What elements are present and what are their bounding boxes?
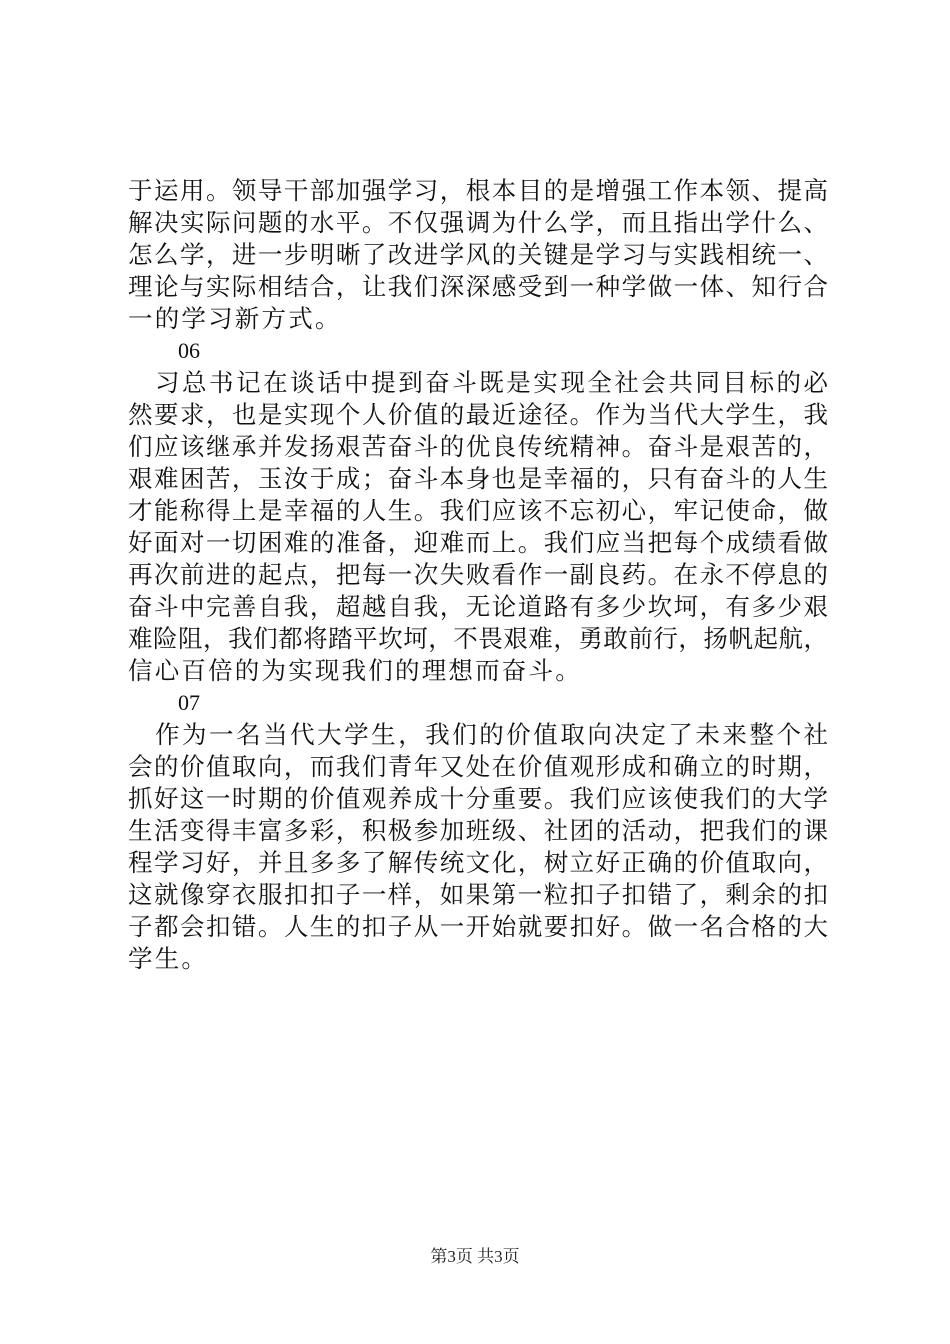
- paragraph: [128, 719, 828, 975]
- text-line: 子都会扣错。人生的扣子从一开始就要扣好。做一名合格的大: [128, 912, 828, 941]
- text-line: 怎么学，进一步明晰了改进学风的关键是学习与实践相统一、: [128, 240, 828, 269]
- text-line: 程学习好，并且多多了解传统文化，树立好正确的价值取向，: [128, 848, 828, 877]
- text-line: 们应该继承并发扬艰苦奋斗的优良传统精神。奋斗是艰苦的，: [128, 432, 828, 461]
- text-line: 才能称得上是幸福的人生。我们应该不忘初心，牢记使命，做: [128, 496, 828, 525]
- text-line: 生活变得丰富多彩，积极参加班级、社团的活动，把我们的课: [128, 816, 828, 845]
- text-line: 再次前进的起点，把每一次失败看作一副良药。在永不停息的: [128, 560, 828, 589]
- section-number: 07: [178, 690, 200, 715]
- text-line: 于运用。领导干部加强学习，根本目的是增强工作本领、提高: [128, 176, 828, 205]
- text-line: 会的价值取向，而我们青年又处在价值观形成和确立的时期，: [128, 752, 828, 781]
- document-body: [128, 175, 828, 975]
- text-line: 信心百倍的为实现我们的理想而奋斗。: [128, 656, 582, 685]
- text-line: 习总书记在谈话中提到奋斗既是实现全社会共同目标的必: [128, 368, 828, 397]
- paragraph: [128, 175, 828, 335]
- text-line: 抓好这一时期的价值观养成十分重要。我们应该使我们的大学: [128, 784, 828, 813]
- section-number: 06: [178, 338, 200, 363]
- text-line: 解决实际问题的水平。不仅强调为什么学，而且指出学什么、: [128, 208, 828, 237]
- text-line: 这就像穿衣服扣扣子一样，如果第一粒扣子扣错了，剩余的扣: [128, 880, 828, 909]
- page-footer: 第3页 共3页: [430, 1247, 520, 1266]
- text-line: 一的学习新方式。: [128, 304, 342, 333]
- text-line: 学生。: [128, 944, 209, 973]
- text-line: 奋斗中完善自我，超越自我，无论道路有多少坎坷，有多少艰: [128, 592, 828, 621]
- text-line: 作为一名当代大学生，我们的价值取向决定了未来整个社: [128, 720, 828, 749]
- paragraph: [128, 367, 828, 687]
- text-line: 理论与实际相结合，让我们深深感受到一种学做一体、知行合: [128, 272, 828, 301]
- text-line: 艰难困苦，玉汝于成；奋斗本身也是幸福的，只有奋斗的人生: [128, 464, 828, 493]
- text-line: 然要求，也是实现个人价值的最近途径。作为当代大学生，我: [128, 400, 828, 429]
- text-line: 好面对一切困难的准备，迎难而上。我们应当把每个成绩看做: [128, 528, 828, 557]
- text-line: 难险阻，我们都将踏平坎坷，不畏艰难，勇敢前行，扬帆起航，: [128, 624, 828, 653]
